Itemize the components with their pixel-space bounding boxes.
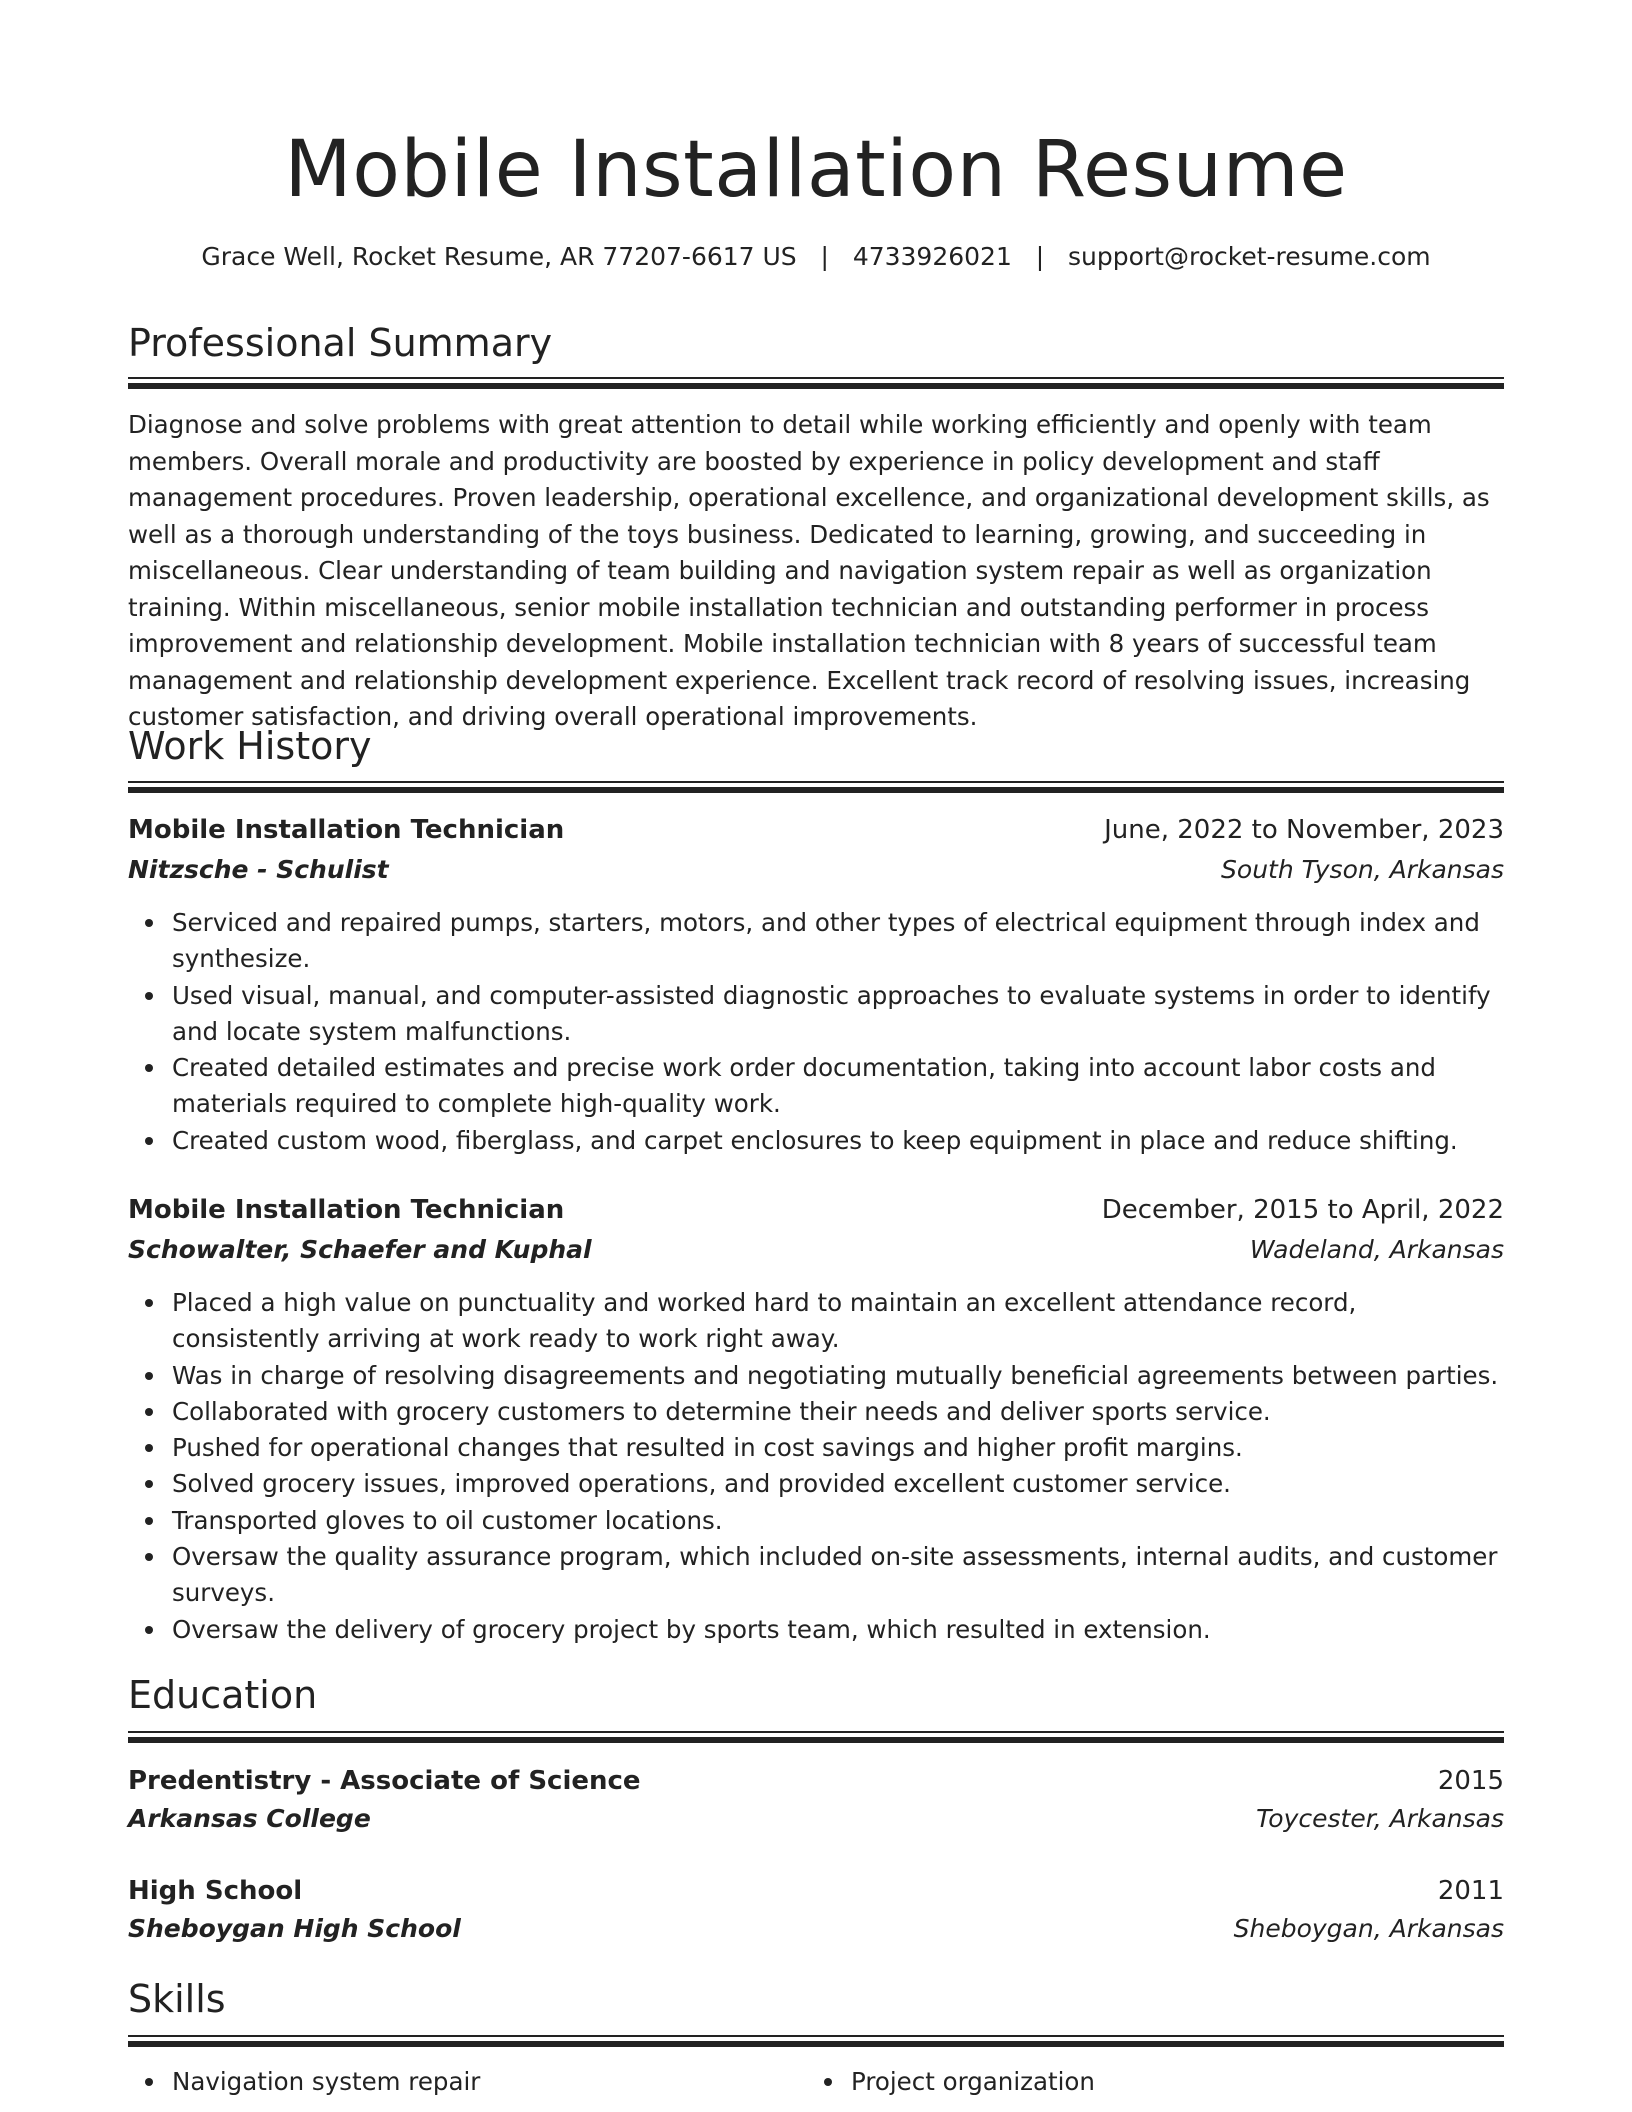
list-item: Placed a high value on punctuality and worked hard to maintain an excellent attendance record, consistently arriving at work ready to work right away.	[172, 1285, 1504, 1358]
contact-address: Grace Well, Rocket Resume, AR 77207-6617 US	[201, 242, 797, 271]
education-subheader	[128, 1800, 1504, 1838]
contact-line	[128, 240, 1504, 274]
job-location: South Tyson, Arkansas	[1221, 855, 1504, 884]
list-item: Oversaw the quality assurance program, which included on-site assessments, internal audits, and customer surveys.	[172, 1539, 1504, 1612]
list-item: Serviced and repaired pumps, starters, motors, and other types of electrical equipment through index and synthesize.	[172, 905, 1504, 978]
education-header	[128, 1872, 1504, 1910]
education-school: Arkansas College	[128, 1804, 371, 1833]
job-company: Schowalter, Schaefer and Kuphal	[128, 1235, 592, 1264]
education-year: 2015	[1437, 1766, 1504, 1796]
section-divider	[128, 781, 1504, 793]
job-title: Mobile Installation Technician	[128, 815, 565, 845]
job-title: Mobile Installation Technician	[128, 1195, 565, 1225]
list-item: Solved grocery issues, improved operations, and provided excellent customer service.	[172, 1466, 1504, 1502]
contact-separator: |	[1035, 242, 1045, 271]
education-degree: High School	[128, 1876, 303, 1906]
education-year: 2011	[1437, 1876, 1504, 1906]
list-item: Navigation system repair	[172, 2064, 1504, 2100]
job-header	[128, 811, 1504, 849]
job-subheader	[128, 851, 1504, 889]
job-bullet-list	[128, 1285, 1504, 1648]
section-heading-education: Education	[128, 1673, 318, 1717]
job-dates: December, 2015 to April, 2022	[1101, 1195, 1504, 1225]
education-location: Sheboygan, Arkansas	[1233, 1914, 1504, 1943]
list-item: Oversaw the delivery of grocery project by sports team, which resulted in extension.	[172, 1612, 1504, 1648]
list-item: Collaborated with grocery customers to determine their needs and deliver sports service.	[172, 1394, 1504, 1430]
job-subheader	[128, 1231, 1504, 1269]
job-bullet-list	[128, 905, 1504, 1159]
contact-phone: 4733926021	[852, 242, 1012, 271]
section-divider	[128, 2035, 1504, 2047]
summary-text: Diagnose and solve problems with great attention to detail while working efficiently and openly with team members. Overall morale and productivity are boosted by experience in policy development and staff management procedures. Proven leadership, operational excellence, and organizational development skills, as well as a thorough understanding of the toys business. Dedicated to learning, growing, and succeeding in miscellaneous. Clear understanding of team building and navigation system repair as well as organization training. Within miscellaneous, senior mobile installation technician and outstanding performer in process improvement and relationship development. Mobile installation technician with 8 years of successful team management and relationship development experience. Excellent track record of resolving issues, increasing customer satisfaction, and driving overall operational improvements.	[128, 410, 1490, 731]
list-item: Created custom wood, fiberglass, and carpet enclosures to keep equipment in place and reduce shifting.	[172, 1123, 1504, 1159]
list-item: Project organization	[851, 2064, 1632, 2100]
education-location: Toycester, Arkansas	[1256, 1804, 1504, 1833]
list-item: Created detailed estimates and precise work order documentation, taking into account labor costs and materials required to complete high-quality work.	[172, 1050, 1504, 1123]
list-item: Used visual, manual, and computer-assisted diagnostic approaches to evaluate systems in order to identify and locate system malfunctions.	[172, 978, 1504, 1051]
list-item: Pushed for operational changes that resulted in cost savings and higher profit margins.	[172, 1430, 1504, 1466]
section-heading-summary: Professional Summary	[128, 321, 553, 365]
section-heading-work-history: Work History	[128, 724, 372, 768]
job-location: Wadeland, Arkansas	[1249, 1235, 1504, 1264]
section-heading-skills: Skills	[128, 1977, 226, 2021]
job-dates: June, 2022 to November, 2023	[1104, 815, 1504, 845]
education-degree: Predentistry - Associate of Science	[128, 1766, 641, 1796]
section-divider	[128, 1731, 1504, 1743]
job-header	[128, 1191, 1504, 1229]
resume-title: Mobile Installation Resume	[284, 125, 1348, 215]
list-item: Transported gloves to oil customer locations.	[172, 1503, 1504, 1539]
job-company: Nitzsche - Schulist	[128, 855, 389, 884]
contact-separator: |	[820, 242, 829, 271]
list-item: Was in charge of resolving disagreements and negotiating mutually beneficial agreements between parties.	[172, 1358, 1504, 1394]
contact-email: support@rocket-resume.com	[1068, 242, 1431, 271]
education-subheader	[128, 1910, 1504, 1948]
education-school: Sheboygan High School	[128, 1914, 461, 1943]
section-divider	[128, 377, 1504, 389]
skills-list-right	[807, 2064, 1632, 2100]
education-header	[128, 1762, 1504, 1800]
